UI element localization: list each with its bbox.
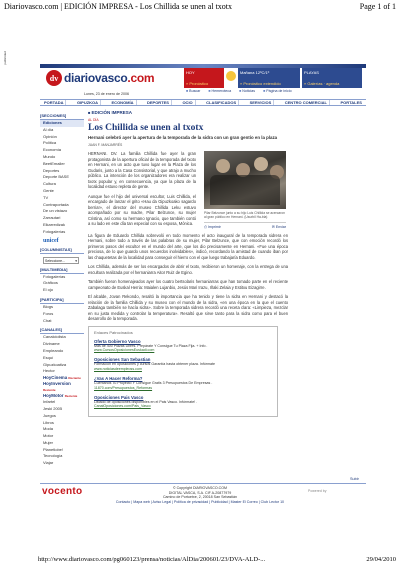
vocento-logo[interactable]: vocento <box>42 486 83 497</box>
sidebar-item[interactable]: Zarrautari <box>43 215 61 221</box>
sidebar-item[interactable]: Jeski 2005 <box>43 405 63 411</box>
sidebar-item[interactable]: Tecnología <box>43 453 63 459</box>
sidebar-item[interactable]: Cultura <box>43 181 56 187</box>
left-sidebar <box>40 110 84 467</box>
sidebar-item[interactable]: Infartel <box>43 399 56 405</box>
canales-list <box>40 334 84 375</box>
sidebar-item[interactable]: Empleando <box>43 347 64 353</box>
nav-ocio[interactable]: OCIO <box>180 100 195 105</box>
article-headline: Los Chillida se unen al txotx <box>88 123 204 133</box>
photo-box <box>204 151 286 231</box>
ad-item[interactable] <box>94 357 272 371</box>
sidebar-item[interactable]: Diviname <box>43 341 60 347</box>
sidebar-item[interactable]: Canalciolista <box>43 334 66 340</box>
subir-link[interactable]: Subir <box>350 477 359 481</box>
participa-list <box>40 304 84 324</box>
article-paragraph: Los Chillida, además de ser los encargados de abrir el txotx, recibieron un homenaje, con la entrega de una escultura realizada por el hernaniarra Aitor Ruiz de Egino. <box>88 264 288 275</box>
sidebar-item[interactable]: Hector <box>43 368 55 374</box>
footer-links[interactable]: Contacto | Mapa web | Aviso Legal | Política de privacidad | Publicidad | Master El Correo | Club Lector 10 <box>115 499 285 504</box>
dv-logo-icon: dv <box>46 70 62 86</box>
link-hemeroteca[interactable]: ■ Hemeroteca <box>208 89 231 93</box>
participa-heading: [PARTICIPA] <box>40 297 84 304</box>
footer-address: Camino de Portuetxe, 2, 20018 San Sebastián <box>162 495 238 500</box>
nav-deportes[interactable]: DEPORTES <box>145 100 172 105</box>
sidebar-item[interactable]: Juegos <box>43 412 56 418</box>
link-buscar[interactable]: ■ Buscar <box>186 89 200 93</box>
ad-title[interactable]: Oposiciones San Sebastian <box>94 357 151 363</box>
sidebar-item[interactable]: Fotogalerías <box>43 273 66 279</box>
sidebar-item[interactable]: Deporte BASE <box>43 174 70 180</box>
footer-company: DIGITAL VASCA, S.A. CIF A-20877979 <box>168 490 232 495</box>
sidebar-item[interactable]: Mujer <box>43 439 54 445</box>
sidebar-item[interactable]: Chat <box>43 317 52 323</box>
nav-centro-comercial[interactable]: CENTRO COMERCIAL <box>283 100 330 105</box>
sidebar-item[interactable]: Blogs <box>43 303 54 309</box>
send-button[interactable]: ✉ Enviar <box>271 225 286 230</box>
sidebar-item[interactable]: Política <box>43 140 57 146</box>
ad-item[interactable] <box>94 339 272 353</box>
nav-clasificados[interactable]: CLASIFICADOS <box>204 100 239 105</box>
photo-caption: Pilar Belzunce junto a su hijo Luis Chillida se acercaron al gran público en Hernani. (Usurbil Ha-bla) <box>204 211 286 220</box>
sidebar-item[interactable]: Gráficos <box>43 280 58 286</box>
nav-servicios[interactable]: SERVICIOS <box>248 100 275 105</box>
ad-url[interactable]: www.CursosOposicionesEuskadi.com <box>94 348 155 353</box>
weather-hoy[interactable]: HOY » Pronóstico <box>184 68 224 88</box>
sidebar-item[interactable]: Motor <box>43 433 54 439</box>
multimedia-list <box>40 274 84 294</box>
article-subhead: Hernani celebró ayer la apertura de la temporada de la sidra con un gran gentío en la plaza <box>88 135 278 140</box>
sidebar-item[interactable]: Ediciones <box>40 120 84 127</box>
article-byline: JUAN F. MANJARRÉS <box>88 143 123 148</box>
nav-economia[interactable]: ECONOMÍA <box>110 100 137 105</box>
powered-by: Powered by <box>308 489 327 493</box>
print-title: Diariovasco.com | EDICIÓN IMPRESA - Los Chillida se unen al txotx <box>4 2 233 11</box>
ad-url[interactable]: 11870.com/Presupuestos_Reformas <box>94 385 153 390</box>
sidebar-item[interactable]: Contraportada <box>43 201 69 207</box>
article-paragraph: La figura de Eduardo Chillida sobrevoló en todo momento el acto inaugural de la temporada sidrera en Hernani, sobre todo a través de las palabras de su mujer, Pilar Belzunce, que con emoción recordó los primeros pasos del escultor en el mundo del arte, que los dio precisamente en Hernani. «Fue una época preciosa, de lo que guardo unos recuerdos inolvidables», indicó, recordando la amistad de cuando iban por las chaquetetas de la localidad para conseguir el hierro con el que luego trabajaría Eduardo. <box>88 232 288 260</box>
print-button[interactable]: ⎙ Imprimir <box>204 225 221 230</box>
sidebar-item[interactable]: BeetEmailer <box>43 160 65 166</box>
top-links <box>186 89 292 93</box>
article-main <box>88 110 366 417</box>
print-url: http://www.diariovasco.com/pg060123/prensa/noticias/AlDia/200601/23/DVA-ALD-... <box>38 556 266 563</box>
footer-divider <box>40 483 366 484</box>
ad-desc: Más de 400 Plazas Libres. Prepárate Y Consigue Tu Plaza Fija. + Info . <box>94 343 208 348</box>
article-body <box>88 233 288 322</box>
nav-gipuzkoa[interactable]: GIPUZKOA <box>75 100 101 105</box>
sidebar-item[interactable]: Esquí <box>43 354 54 360</box>
sidebar-item[interactable]: Gente <box>43 187 54 193</box>
article-top <box>88 151 366 231</box>
sidebar-item[interactable]: Mundo <box>43 153 56 159</box>
article-paragraph: También fueron homenajeados ayer los cuatro bertsolaris hernaniarras que han tomado parte en el reciente campeonato de Euskal Herria: Maialen Lujanbio, Jesús Mari Irazu, Iñaki Zelaia y Estitxu Eizagirre. <box>88 279 288 290</box>
link-noticias[interactable]: ■ Noticias <box>239 89 255 93</box>
sidebar-item[interactable]: Gipuzkoatiza <box>43 361 67 367</box>
sponsor-hoyinversion[interactable]: HoyInversion Reciente <box>43 381 71 393</box>
secciones-heading: [SECCIONES] <box>40 113 84 120</box>
article-photo[interactable] <box>204 151 286 209</box>
sidebar-item[interactable]: De un vistazo <box>43 208 68 214</box>
canales-heading: [CANALES] <box>40 327 84 334</box>
unicef-logo[interactable]: unicef <box>43 237 59 244</box>
ads-heading: Enlaces Patrocinados <box>94 329 133 335</box>
weather-widget[interactable] <box>184 68 364 88</box>
ad-desc: Listado de oposiciones disponibles en el Pais Vasco. Infórmate! . <box>94 399 198 404</box>
print-date: 29/04/2010 <box>366 556 396 563</box>
nav-portales[interactable]: PORTALES <box>340 100 362 105</box>
article-paragraph: El alcalde, Jovan Rekondo, resaltó la importancia que ha tenido y tiene la sidra en Hernani y destacó la relación de la familia Chillida y su museo con el mundo de la sidra, «en una época en la que el cuento Zabalaga también se hacía sidra». Sobre la temporada sidrera recordó una receta clara: «Limpieza, mezclar en su justa medida y controlar la temperatura». Resaltó que sirve tanto para la sidra como para el buen desarrollo de la temporada. <box>88 294 288 322</box>
secciones-list <box>40 120 84 236</box>
sidebar-item[interactable]: Al día <box>43 126 54 132</box>
sidebar-item[interactable]: Opinión <box>43 133 57 139</box>
sponsor-hoymotor[interactable]: HoyMotor Reciente <box>43 393 78 399</box>
site-logo[interactable] <box>46 70 154 86</box>
sidebar-item[interactable]: Economía <box>43 147 62 153</box>
sidebar-item[interactable]: Deportes <box>43 167 60 173</box>
sidebar-item[interactable]: Libros <box>43 419 54 425</box>
sponsor-hoycinema[interactable]: HoyCinema Reciente <box>43 375 81 381</box>
publicidad-label: publicidad <box>3 51 8 65</box>
weather-manana[interactable]: Mañana 12ºC/1º » Pronóstico extendido <box>238 68 300 88</box>
print-page-number: Page 1 of 1 <box>359 2 396 11</box>
canales-list-2 <box>40 399 84 467</box>
current-date: Lunes, 23 de enero de 2006 <box>84 92 129 96</box>
ad-title[interactable]: ¿Vas A Hacer Reforma? <box>94 375 143 381</box>
ad-desc: Formación en oposiciones y cursos Garantía hasta obtener plaza. Infórmate <box>94 362 216 367</box>
article-paragraph: Aunque fue el hijo del universal escultor, Luis Chillida, el encargado de lanzar el grito «Hau da Gipuzkoako sagardo berria!», el director del museo Chillida Leku estuvo acompañado por su madre, Pilar Belzunce, su mujer Cristina, así como su hermano Ignacio, que también contó a su lado en este día tan especial con su esposa, Mónica. <box>88 193 196 227</box>
article-lead <box>88 151 196 231</box>
ad-title[interactable]: Oposiciones Pais Vasco <box>94 394 144 400</box>
ad-desc: Cuéntanos Tu Proyecto Y Consigue Gratis 3 Presupuestos De Empresas . <box>94 380 213 385</box>
link-inicio[interactable]: ■ Página de inicio <box>263 89 292 93</box>
main-nav <box>40 99 366 106</box>
logo-text: diariovasco.com <box>64 71 155 85</box>
columnistas-heading: [COLUMNISTAS] <box>40 247 84 254</box>
nav-portada[interactable]: PORTADA <box>42 100 66 105</box>
chevron-down-icon: ▾ <box>75 258 77 263</box>
sidebar-item[interactable]: Fotogalerías <box>43 228 66 234</box>
ad-item[interactable] <box>94 376 272 390</box>
columnistas-select[interactable]: Seleccione... ▾ <box>45 258 77 263</box>
article-paragraph: HERNANI. DV. La familia Chillida fue ayer la gran protagonista de la apertura oficial de la temporada del txotx en Hernani, en un acto que tuvo lugar en la Plaza de los Gudaris, junto a la Casa Consistorial, y que atrajo a mucho público. La intención de los organizadores era realizar un txotx popular y, en consecuencia, ya que la plaza de la localidad estuvo repleta de gente. <box>88 151 196 190</box>
photo-actions <box>204 222 286 229</box>
sidebar-item[interactable]: TV <box>43 194 49 200</box>
sponsored-links <box>88 326 278 417</box>
multimedia-heading: [MULTIMEDIA] <box>40 267 84 274</box>
section-tag: AL DÍA <box>88 118 99 122</box>
sidebar-item[interactable]: Planetlobe! <box>43 446 64 452</box>
ad-item[interactable] <box>94 395 272 409</box>
weather-playas[interactable]: PLAYAS » Galerías · agenda <box>302 68 362 88</box>
site-footer <box>100 486 300 504</box>
footer-copyright: © Copyright DIARIOVASCO.COM <box>172 486 228 490</box>
ad-title[interactable]: Oferta Gobierno Vasco <box>94 338 141 344</box>
sidebar-item[interactable]: El ojo <box>43 287 54 293</box>
sidebar-item[interactable]: Foros <box>43 310 54 316</box>
sidebar-item[interactable]: Moda <box>43 426 54 432</box>
ad-url[interactable]: www.noticiasdeempleoss.com <box>94 366 142 371</box>
edition-tag: ■ EDICIÓN IMPRESA <box>88 110 366 115</box>
sidebar-item[interactable]: Elkarredizak <box>43 221 66 227</box>
sun-icon <box>226 71 236 81</box>
ad-url[interactable]: CanalOposiciones.com/Pais_Vasco <box>94 404 151 409</box>
sidebar-item[interactable]: Viajar <box>43 460 54 466</box>
